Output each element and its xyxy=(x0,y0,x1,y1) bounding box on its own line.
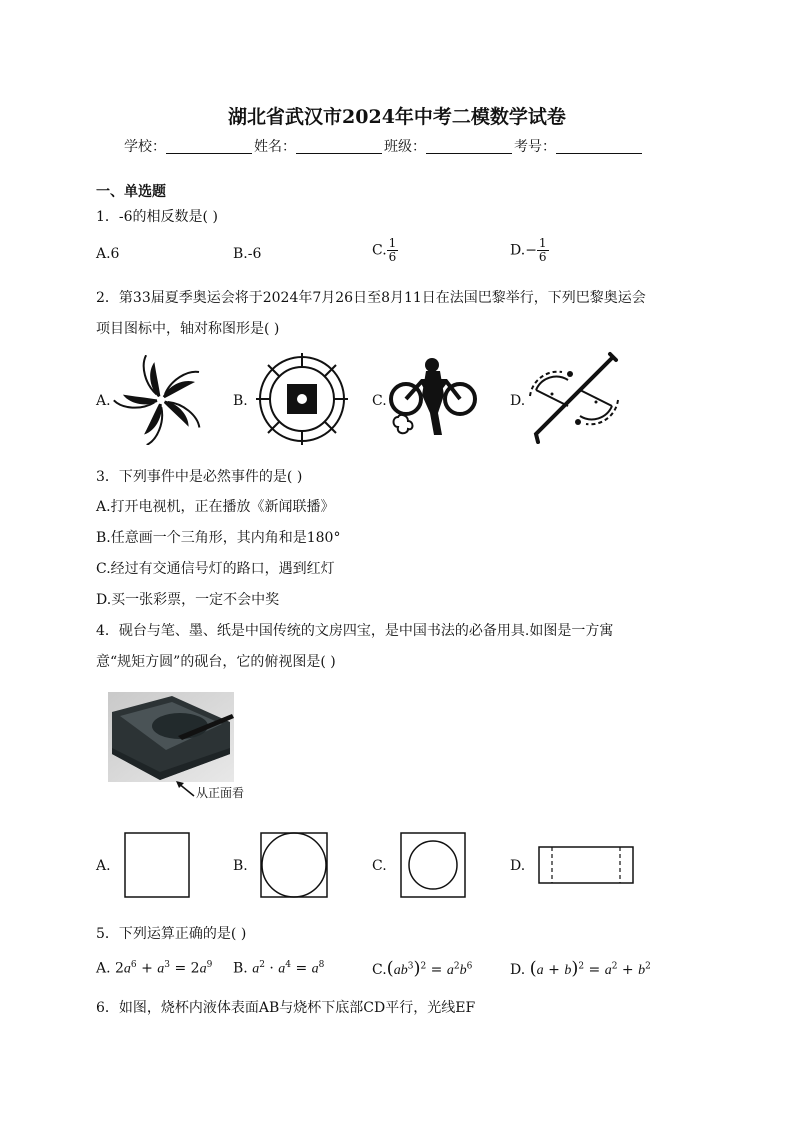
class-blank[interactable] xyxy=(426,139,512,154)
square-view-icon xyxy=(124,832,190,898)
q1-d-numerator: 1 xyxy=(538,236,547,250)
q1-d-denominator: 6 xyxy=(538,250,547,264)
q1-option-c xyxy=(372,237,398,264)
question-4-line2: 意“规矩方圆”的砚台，它的俯视图是( ) xyxy=(96,654,336,670)
q1-option-d-label: D. xyxy=(510,242,526,259)
exam-number-blank[interactable] xyxy=(556,139,642,154)
question-6-stem: 6．如图，烧杯内液体表面AB与烧杯下底部CD平行，光线EF xyxy=(96,1000,476,1016)
q2-label-b: B. xyxy=(233,393,248,409)
hockey-icon xyxy=(528,350,620,446)
rectangle-dashed-view-icon xyxy=(538,846,634,884)
name-blank[interactable] xyxy=(296,139,382,154)
question-2-line2: 项目图标中，轴对称图形是( ) xyxy=(96,321,280,337)
page-title: 湖北省武汉市2024年中考二模数学试卷 xyxy=(228,106,566,128)
arrow-icon xyxy=(174,780,198,800)
square-inscribed-circle-icon xyxy=(260,832,328,898)
shooting-target-icon xyxy=(254,353,350,445)
q1-option-d xyxy=(510,237,549,264)
class-label: 班级： xyxy=(384,139,426,155)
cyclist-icon xyxy=(386,355,482,443)
q1-c-denominator: 6 xyxy=(388,250,397,264)
question-3-stem: 3．下列事件中是必然事件的是( ) xyxy=(96,469,303,485)
q3-option-c: C.经过有交通信号灯的路口，遇到红灯 xyxy=(96,561,335,577)
q2-label-a: A. xyxy=(96,393,111,409)
q1-option-c-label: C. xyxy=(372,242,387,259)
q1-option-d-fraction xyxy=(537,237,549,264)
q3-option-b: B.任意画一个三角形，其内角和是180° xyxy=(96,530,341,546)
q1-option-d-sign: − xyxy=(525,242,537,259)
q2-label-c: C. xyxy=(372,393,387,409)
q2-label-d: D. xyxy=(510,393,526,409)
view-caption: 从正面看 xyxy=(196,786,245,800)
q1-option-b: B.-6 xyxy=(233,246,262,262)
q4-label-b: B. xyxy=(233,858,248,874)
q4-label-c: C. xyxy=(372,858,387,874)
name-label: 姓名： xyxy=(254,139,296,155)
pinwheel-icon xyxy=(113,355,209,445)
q1-option-a: A.6 xyxy=(96,246,120,262)
section-heading: 一、单选题 xyxy=(96,184,166,200)
student-info-line xyxy=(124,136,644,156)
q5-option-b: B. $a^2 \cdot a^4 = a^8$ xyxy=(233,960,325,977)
q1-c-numerator: 1 xyxy=(388,236,397,250)
q1-option-c-fraction xyxy=(387,237,399,264)
exam-number-label: 考号： xyxy=(514,139,556,155)
square-small-circle-icon xyxy=(400,832,466,898)
question-5-stem: 5．下列运算正确的是( ) xyxy=(96,926,247,942)
question-1-stem: 1．-6的相反数是( ) xyxy=(96,209,218,225)
q5-option-d: D. $(a + b)^2 = a^2 + b^2$ xyxy=(510,958,651,979)
q3-option-d: D.买一张彩票，一定不会中奖 xyxy=(96,592,280,608)
question-4-line1: 4．砚台与笔、墨、纸是中国传统的文房四宝，是中国书法的必备用具.如图是一方寓 xyxy=(96,623,614,639)
school-label: 学校： xyxy=(124,139,166,155)
q5-option-c: $C.(ab^3)^2 = a^2b^6$ xyxy=(372,958,473,979)
q3-option-a: A.打开电视机，正在播放《新闻联播》 xyxy=(96,499,335,515)
q4-label-a: A. xyxy=(96,858,111,874)
school-blank[interactable] xyxy=(166,139,252,154)
q5-option-a: A. $2a^6 + a^3 = 2a^9$ xyxy=(96,960,213,977)
q4-label-d: D. xyxy=(510,858,526,874)
question-2-line1: 2．第33届夏季奥运会将于2024年7月26日至8月11日在法国巴黎举行，下列巴黎奥运会 xyxy=(96,290,646,306)
inkstone-photo xyxy=(108,692,234,782)
